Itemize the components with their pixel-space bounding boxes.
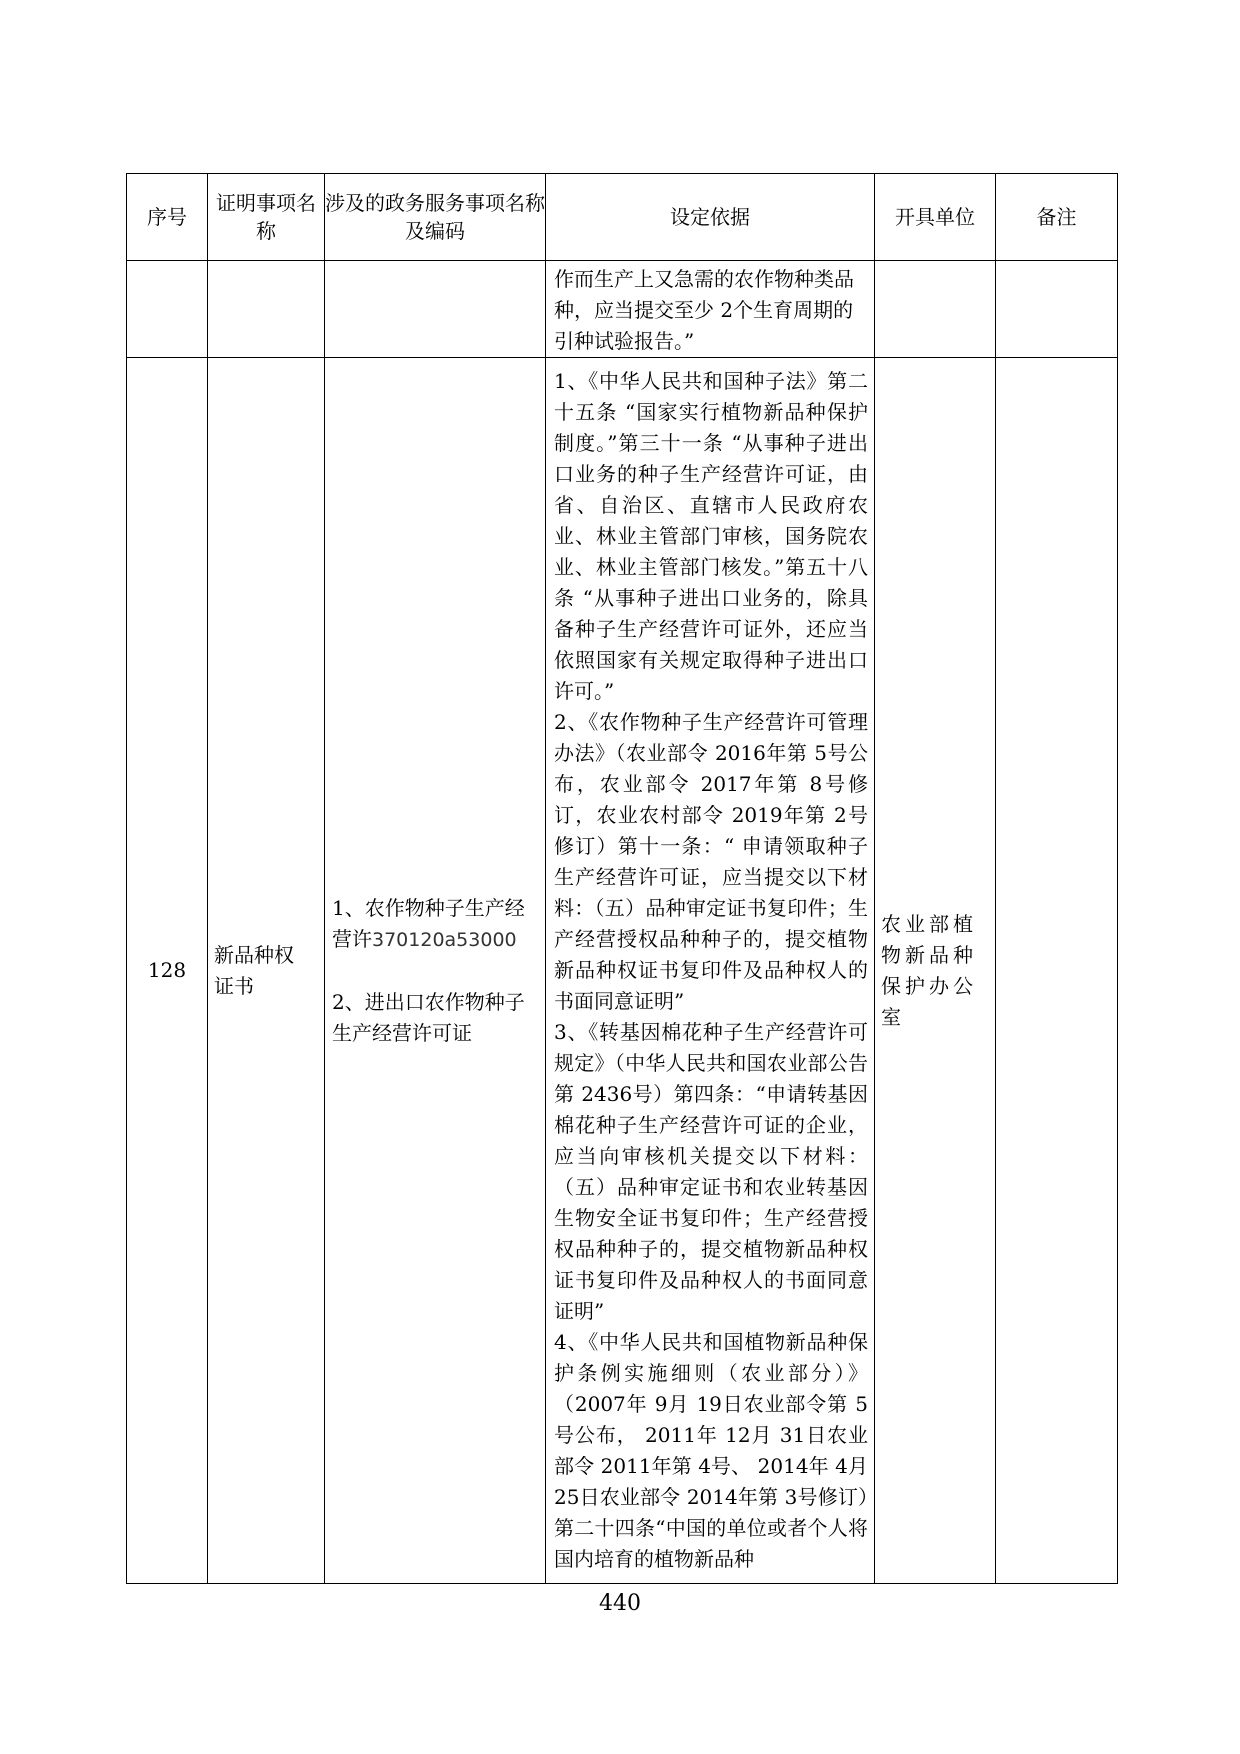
service-item-1-label: 1、农作物种子生产经营许 (332, 895, 525, 951)
header-services: 涉及的政务服务事项名称及编码 (325, 174, 546, 261)
continuation-remarks-cell (996, 261, 1118, 358)
table-row (127, 358, 1118, 1584)
continuation-seq-cell (127, 261, 208, 358)
continuation-row (127, 261, 1118, 358)
basis-paragraph-3: 3、《转基因棉花种子生产经营许可规定》（中华人民共和国农业部公告第 2436号）第四条：“申请转基因棉花种子生产经营许可证的企业，应当向审核机关提交以下材料：（五）品种审定证书和农业转基因生物安全证书复印件；生产经营授权品种种子的，提交植物新品种权证书复印件及品种权人的书面同意证明” (554, 1020, 868, 1323)
header-seq: 序号 (127, 174, 208, 261)
continuation-name-cell (208, 261, 325, 358)
header-remarks: 备注 (996, 174, 1118, 261)
header-cert-name: 证明事项名称 (208, 174, 325, 261)
continuation-basis-cell: 作而生产上又急需的农作物种类品种，应当提交至少 2个生育周期的引种试验报告。” (546, 261, 875, 358)
row-services (325, 358, 546, 1584)
row-basis (546, 358, 875, 1584)
continuation-issuer-cell (875, 261, 996, 358)
row-remarks (996, 358, 1118, 1584)
certificate-table (126, 173, 1118, 1584)
header-issuer: 开具单位 (875, 174, 996, 261)
service-item-2: 2、进出口农作物种子生产经营许可证 (332, 989, 525, 1045)
service-item-1 (332, 896, 525, 951)
row-issuer: 农业部植物新品种保护办公室 (875, 358, 996, 1584)
header-basis: 设定依据 (546, 174, 875, 261)
page-number: 440 (599, 1591, 641, 1616)
service-divider (332, 956, 541, 987)
row-cert-name: 新品种权证书 (208, 358, 325, 1584)
basis-paragraph-4: 4、《中华人民共和国植物新品种保护条例实施细则（农业部分）》（2007年 9月 19日农业部令第 5号公布， 2011年 12月 31日农业部令 2011年第 4号、 2014年 4月 25日农业部令 2014年第 3号修订）第二十四条“中国的单位或者个人将国内培育的植物新品种 (554, 1330, 868, 1571)
continuation-services-cell (325, 261, 546, 358)
service-item-1-code: 370120a53000 (372, 928, 517, 951)
row-seq: 128 (127, 358, 208, 1584)
basis-paragraph-1: 1、《中华人民共和国种子法》第二十五条 “国家实行植物新品种保护制度。”第三十一条 “从事种子进出口业务的种子生产经营许可证，由省、自治区、直辖市人民政府农业、林业主管部门审核，国务院农业、林业主管部门核发。”第五十八条 “从事种子进出口业务的，除具备种子生产经营许可证外，还应当依照国家有关规定取得种子进出口许可。” (554, 369, 868, 703)
basis-paragraph-2: 2、《农作物种子生产经营许可管理办法》（农业部令 2016年第 5号公布，农业部令 2017年第 8号修订，农业农村部令 2019年第 2号修订）第十一条：“ 申请领取种子生产经营许可证，应当提交以下材料：（五）品种审定证书复印件；生产经营授权品种种子的，提交植物新品种权证书复印件及品种权人的书面同意证明” (554, 710, 868, 1013)
header-row (127, 174, 1118, 261)
